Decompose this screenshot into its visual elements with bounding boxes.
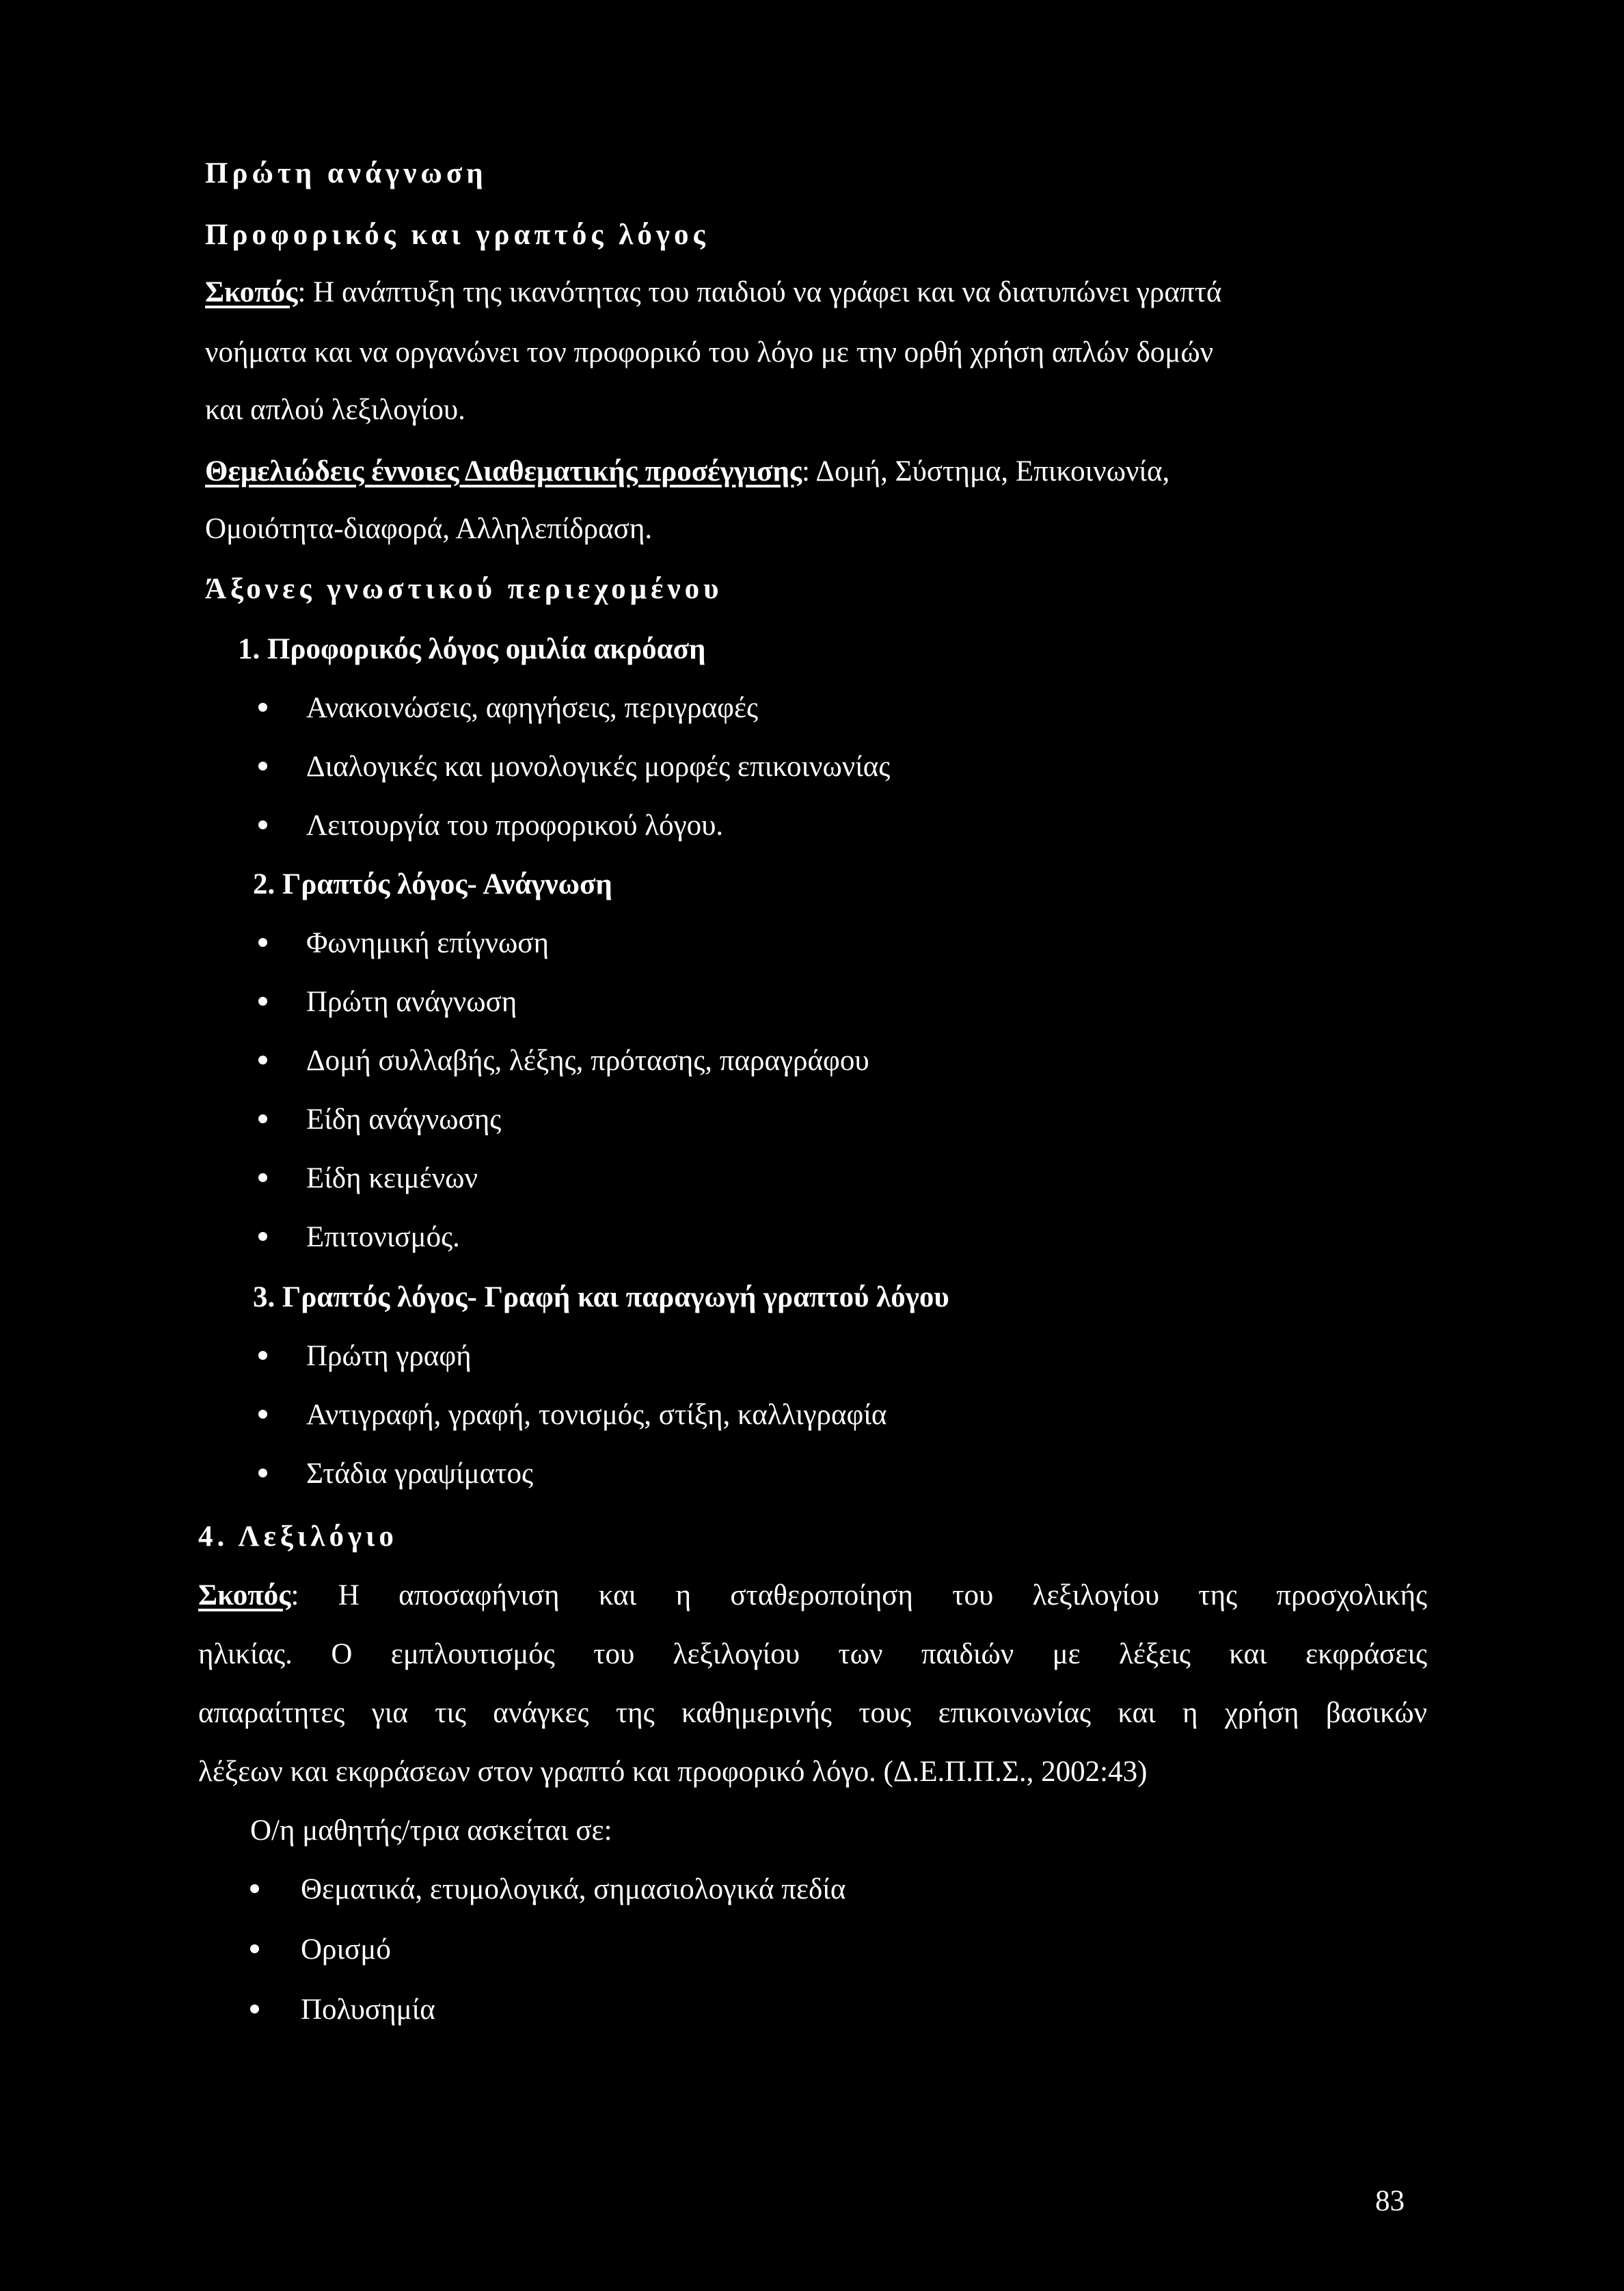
section-1-title: 1. Προφορικός λόγος ομιλία ακρόαση (238, 633, 706, 665)
goal-text: : Η ανάπτυξη της ικανότητας του παιδιού να γράφει και να διατυπώνει γραπτά (297, 276, 1222, 308)
bullet-icon (250, 2005, 259, 2013)
goal-paragraph-2-line-1 (198, 1581, 1427, 1610)
concepts-line-1 (205, 457, 1169, 486)
bullet-icon (258, 703, 267, 712)
bullet-icon (258, 1469, 267, 1477)
concepts-label: Θεμελιώδεις έννοιες Διαθεματικής προσέγγισης (205, 455, 802, 487)
goal-text: : Η αποσαφήνιση και η σταθεροποίηση του λεξιλογίου της προσχολικής (290, 1579, 1427, 1611)
page-number: 83 (1375, 2185, 1405, 2217)
bullet-icon (258, 1410, 267, 1419)
heading-oral-written: Προφορικός και γραπτός λόγος (205, 219, 709, 251)
section-2-title: 2. Γραπτός λόγος- Ανάγνωση (253, 868, 612, 900)
bullet-icon (258, 1232, 267, 1241)
goal-label: Σκοπός (198, 1579, 291, 1611)
student-intro: Ο/η μαθητής/τρια ασκείται σε: (250, 1814, 612, 1847)
bullet-icon (258, 1056, 267, 1064)
section-4-title: 4. Λεξιλόγιο (198, 1520, 398, 1553)
bullet-icon (258, 1173, 267, 1182)
bullet-icon (258, 997, 267, 1006)
bullet-icon (258, 1351, 267, 1360)
section-3-title: 3. Γραπτός λόγος- Γραφή και παραγωγή γραπτού λόγου (253, 1281, 949, 1313)
bullet-icon (258, 762, 267, 771)
goal-label: Σκοπός (205, 276, 298, 308)
bullet-icon (258, 820, 267, 829)
bullet-icon (258, 1114, 267, 1123)
goal-paragraph-1-line-2: νοήματα και να οργανώνει τον προφορικό του λόγο με την ορθή χρήση απλών δομών (205, 336, 1214, 369)
goal-paragraph-2-line-4: λέξεων και εκφράσεων στον γραπτό και προφορικό λόγο. (Δ.Ε.Π.Π.Σ., 2002:43) (198, 1756, 1148, 1788)
concepts-line-2: Ομοιότητα-διαφορά, Αλληλεπίδραση. (205, 513, 653, 545)
goal-paragraph-1-line-1 (205, 278, 1221, 307)
goal-paragraph-2-line-2: ηλικίας. Ο εμπλουτισμός του λεξιλογίου των παιδιών με λέξεις και εκφράσεις (198, 1638, 1427, 1670)
concepts-text: : Δομή, Σύστημα, Επικοινωνία, (802, 455, 1170, 487)
bullet-icon (250, 1884, 259, 1893)
heading-first-reading: Πρώτη ανάγνωση (205, 157, 487, 189)
bullet-icon (250, 1944, 259, 1953)
bullet-icon (258, 938, 267, 947)
goal-paragraph-2-line-3: απαραίτητες για τις ανάγκες της καθημερινής τους επικοινωνίας και η χρήση βασικών (198, 1697, 1427, 1729)
goal-paragraph-1-line-3: και απλού λεξιλογίου. (205, 394, 465, 426)
axes-heading: Άξονες γνωστικού περιεχομένου (205, 573, 723, 605)
